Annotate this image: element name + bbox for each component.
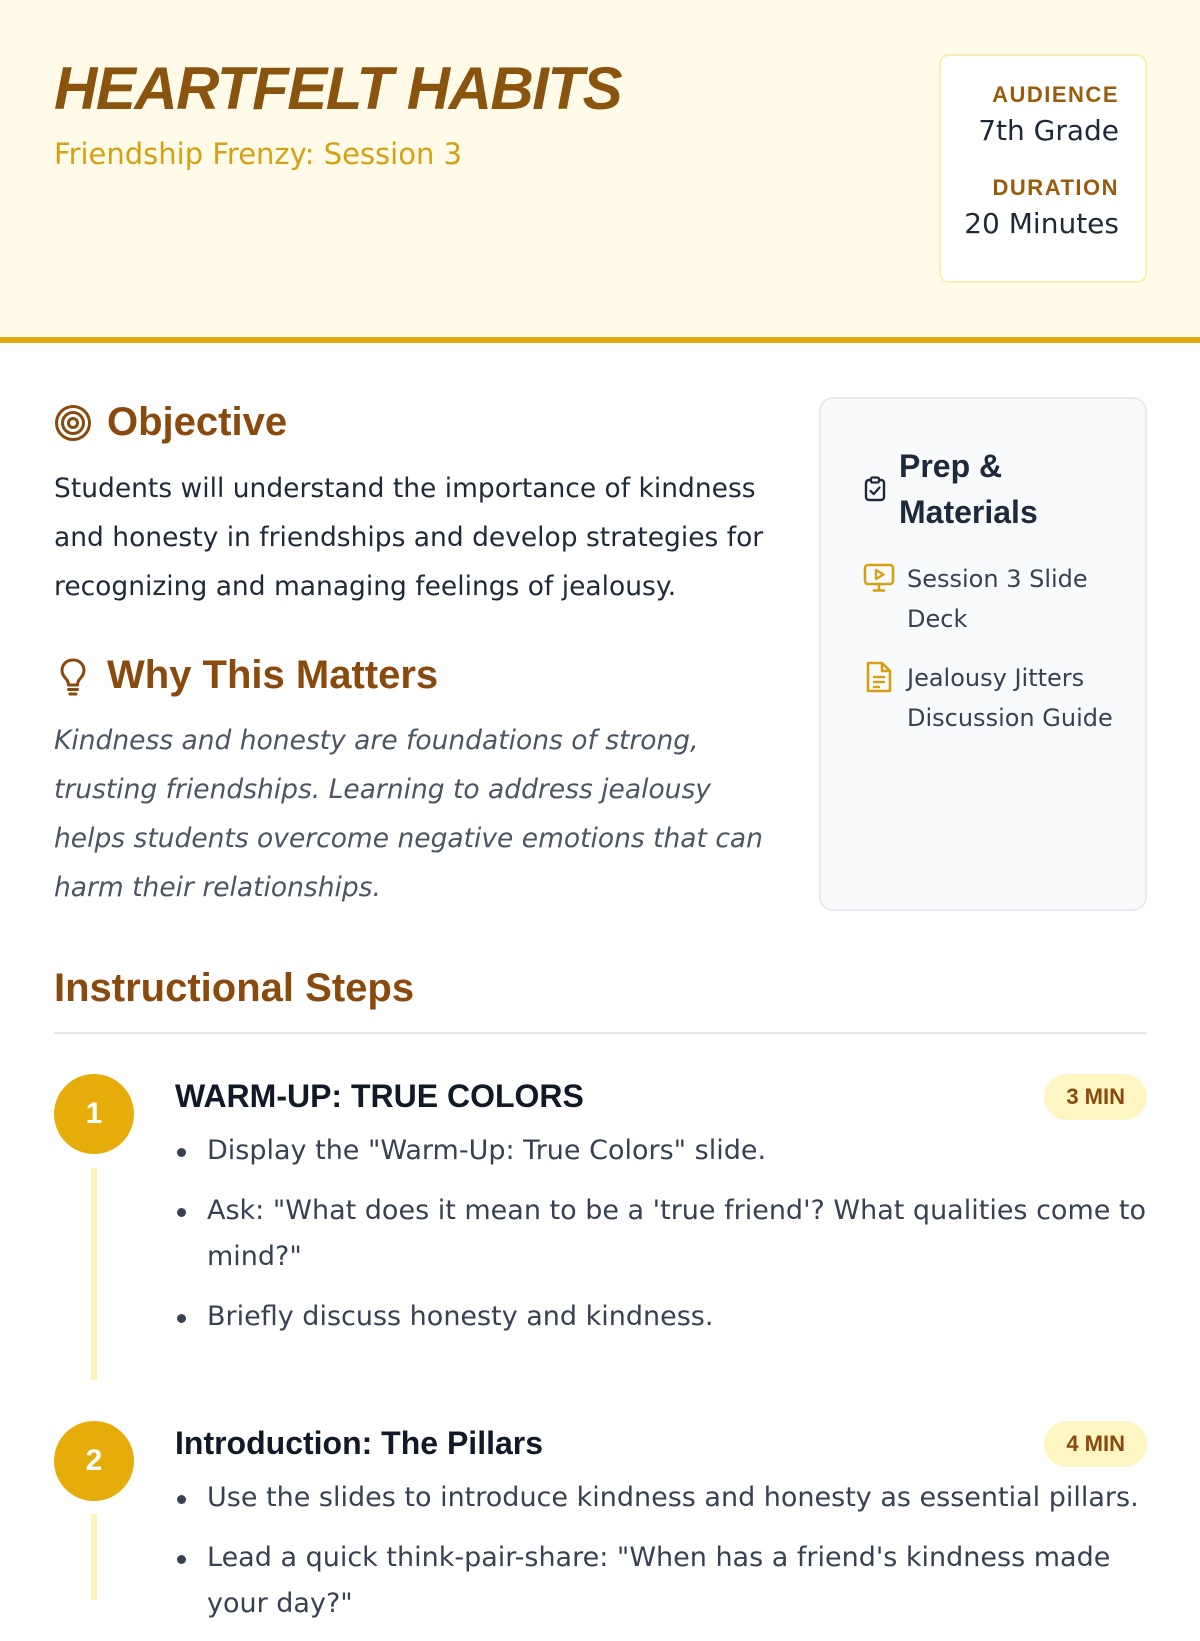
why-text: Kindness and honesty are foundations of strong, trusting friendships. Learning to address jealousy helps students overcome negative emotions that can harm their relationships. <box>54 725 763 903</box>
step-bullet-list <box>175 1475 1147 1641</box>
step-title: WARM-UP: TRUE COLORS <box>175 1078 584 1114</box>
clipboard-icon <box>864 476 886 502</box>
step-title: Introduction: The Pillars <box>175 1425 544 1461</box>
meta-card <box>939 54 1147 283</box>
step-duration-badge: 3 MIN <box>1044 1074 1147 1120</box>
step-number-circle: 2 <box>54 1421 134 1501</box>
step-bullet-list <box>175 1128 1147 1354</box>
why-heading: Why This Matters <box>107 653 439 697</box>
duration-label: DURATION <box>992 175 1119 200</box>
steps-heading: Instructional Steps <box>54 966 415 1010</box>
list-item: Ask: "What does it mean to be a 'true friend'? What qualities come to mind?" <box>175 1188 1147 1280</box>
prep-heading: Prep & Materials <box>899 448 1038 530</box>
page-subtitle: Friendship Frenzy: Session 3 <box>54 137 463 171</box>
step-timeline-line <box>91 1168 97 1380</box>
list-item: Briefly discuss honesty and kindness. <box>175 1294 1147 1340</box>
audience-label: AUDIENCE <box>992 82 1119 107</box>
presentation-icon <box>863 563 895 593</box>
objective-heading: Objective <box>107 400 288 444</box>
step-duration-badge: 4 MIN <box>1044 1421 1147 1467</box>
list-item: Lead a quick think-pair-share: "When has a friend's kindness made your day?" <box>175 1535 1147 1627</box>
list-item: Display the "Warm-Up: True Colors" slide. <box>175 1128 1147 1174</box>
target-icon <box>54 404 92 442</box>
lightbulb-icon <box>58 657 88 697</box>
objective-text: Students will understand the importance of kindness and honesty in friendships and develop strategies for recognizing and managing feelings of jealousy. <box>54 473 764 602</box>
page-header <box>0 0 1200 343</box>
steps-divider <box>54 1032 1147 1034</box>
step-timeline-line <box>91 1514 97 1600</box>
prep-materials-card <box>819 397 1147 911</box>
step-number-circle: 1 <box>54 1074 134 1154</box>
duration-value: 20 Minutes <box>964 207 1119 240</box>
page-title: HEARTFELT HABITS <box>54 55 622 122</box>
list-item: Use the slides to introduce kindness and honesty as essential pillars. <box>175 1475 1147 1521</box>
prep-item-slide-deck: Session 3 Slide Deck <box>907 565 1088 633</box>
audience-value: 7th Grade <box>978 114 1119 147</box>
document-icon <box>865 660 893 694</box>
prep-item-discussion-guide: Jealousy Jitters Discussion Guide <box>907 664 1113 732</box>
